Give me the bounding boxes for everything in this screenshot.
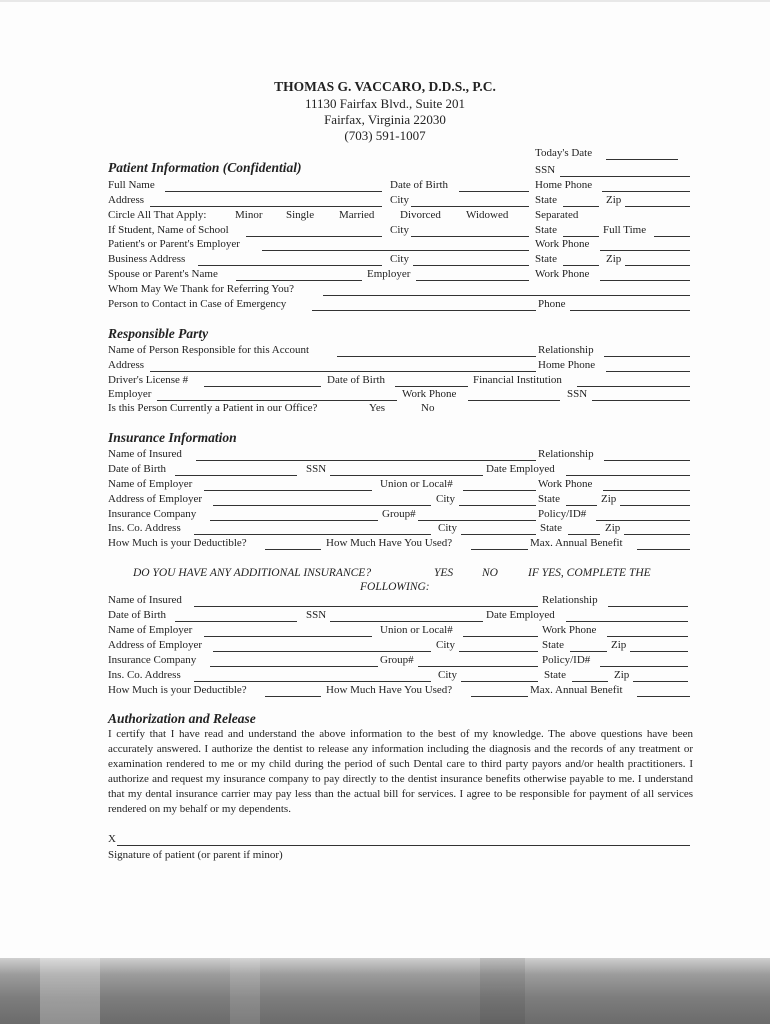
- ins-max-field[interactable]: [637, 536, 690, 550]
- add-company-field[interactable]: [210, 653, 378, 667]
- responsible-work-phone-label: Work Phone: [402, 388, 457, 400]
- add-max-field[interactable]: [637, 683, 690, 697]
- add-date-employed-field[interactable]: [566, 608, 688, 622]
- ins-co-city-field[interactable]: [461, 521, 536, 535]
- responsible-address-field[interactable]: [150, 358, 536, 372]
- add-name-field[interactable]: [194, 593, 538, 607]
- address-label: Address: [108, 194, 145, 206]
- status-single[interactable]: Single: [286, 209, 315, 221]
- full-time-field[interactable]: [654, 223, 690, 237]
- spouse-employer-field[interactable]: [416, 267, 529, 281]
- ins-city-field[interactable]: [459, 492, 536, 506]
- authorization-text: I certify that I have read and understand the above information to the best of my knowledge. The above questions have been accurately answered. I authorize the dentist to release any information including the diagnosis and the records of any treatment or examination rendered to me or my child during the period of such Dental care to third party payors and/or health practitioners. I authorize and request my insurance company to pay directly to the dentist insurance benefits otherwise payable to me. I understand that my dental insurance carrier may pay less than the actual bill for services. I agree to be responsible for payment of all services rendered on my behalf or my dependents.: [108, 728, 693, 815]
- current-yes-option[interactable]: Yes: [369, 402, 386, 414]
- ins-deductible-label: How Much is your Deductible?: [108, 537, 247, 549]
- add-co-city-label: City: [438, 669, 457, 681]
- add-name-label: Name of Insured: [108, 594, 182, 606]
- ins-co-zip-field[interactable]: [624, 521, 690, 535]
- insurance-section-title: Insurance Information: [108, 430, 237, 445]
- add-deductible-label: How Much is your Deductible?: [108, 684, 247, 696]
- full-time-label: Full Time: [603, 224, 647, 236]
- ins-work-phone-field[interactable]: [603, 477, 690, 491]
- patient-ssn-field[interactable]: [560, 163, 690, 177]
- scan-edge: [0, 0, 770, 2]
- add-zip-field[interactable]: [630, 638, 688, 652]
- add-max-label: Max. Annual Benefit: [530, 684, 623, 696]
- ins-zip-field[interactable]: [620, 492, 690, 506]
- add-used-label: How Much Have You Used?: [326, 684, 453, 696]
- responsible-relationship-label: Relationship: [538, 344, 594, 356]
- ins-group-label: Group#: [382, 508, 416, 520]
- license-label: Driver's License #: [108, 374, 189, 386]
- state-field[interactable]: [563, 193, 599, 207]
- responsible-ssn-field[interactable]: [592, 387, 690, 401]
- license-field[interactable]: [204, 373, 321, 387]
- business-state-label: State: [535, 253, 557, 265]
- add-relationship-label: Relationship: [542, 594, 598, 606]
- responsible-home-phone-field[interactable]: [606, 358, 690, 372]
- responsible-dob-field[interactable]: [395, 373, 468, 387]
- status-separated[interactable]: Separated: [535, 209, 579, 221]
- ins-date-employed-label: Date Employed: [486, 463, 555, 475]
- responsible-employer-label: Employer: [108, 388, 152, 400]
- student-state-field[interactable]: [563, 223, 599, 237]
- ins-co-zip-label: Zip: [605, 522, 621, 534]
- status-minor[interactable]: Minor: [235, 209, 263, 221]
- circle-label: Circle All That Apply:: [108, 209, 207, 221]
- add-co-address-label: Ins. Co. Address: [108, 669, 181, 681]
- current-patient-label: Is this Person Currently a Patient in our Office?: [108, 402, 318, 414]
- practice-phone: (703) 591-1007: [344, 128, 426, 143]
- zip-field[interactable]: [625, 193, 690, 207]
- student-field[interactable]: [246, 223, 382, 237]
- ins-ssn-label: SSN: [306, 463, 327, 475]
- ins-company-field[interactable]: [210, 507, 378, 521]
- add-deductible-field[interactable]: [265, 683, 321, 697]
- emergency-phone-label: Phone: [538, 298, 566, 310]
- ins-state-label: State: [538, 493, 560, 505]
- business-zip-label: Zip: [606, 253, 622, 265]
- student-label: If Student, Name of School: [108, 224, 229, 236]
- practice-name: THOMAS G. VACCARO, D.D.S., P.C.: [274, 79, 496, 94]
- add-union-label: Union or Local#: [380, 624, 453, 636]
- ins-used-field[interactable]: [471, 536, 528, 550]
- ins-state-field[interactable]: [566, 492, 597, 506]
- student-city-field[interactable]: [411, 223, 529, 237]
- add-employer-address-label: Address of Employer: [108, 639, 203, 651]
- practice-street: 11130 Fairfax Blvd., Suite 201: [304, 96, 466, 111]
- address-field[interactable]: [150, 193, 382, 207]
- add-employer-field[interactable]: [204, 623, 372, 637]
- ins-dob-label: Date of Birth: [108, 463, 167, 475]
- add-city-label: City: [436, 639, 455, 651]
- status-divorced[interactable]: Divorced: [400, 209, 441, 221]
- responsible-work-phone-field[interactable]: [468, 387, 560, 401]
- dob-label: Date of Birth: [390, 179, 449, 191]
- add-union-field[interactable]: [463, 623, 538, 637]
- additional-yes[interactable]: YES: [434, 567, 454, 579]
- responsible-ssn-label: SSN: [567, 388, 588, 400]
- city-label: City: [390, 194, 409, 206]
- home-phone-field[interactable]: [602, 178, 690, 192]
- additional-if-yes: IF YES, COMPLETE THE: [528, 567, 651, 579]
- spouse-work-phone-label: Work Phone: [535, 268, 590, 280]
- ins-name-label: Name of Insured: [108, 448, 182, 460]
- add-policy-field[interactable]: [600, 653, 688, 667]
- add-co-zip-field[interactable]: [633, 668, 688, 682]
- add-employer-address-field[interactable]: [213, 638, 431, 652]
- business-state-field[interactable]: [563, 252, 599, 266]
- responsible-employer-field[interactable]: [157, 387, 397, 401]
- ins-union-field[interactable]: [463, 477, 536, 491]
- institution-field[interactable]: [577, 373, 690, 387]
- signature-x-mark: X: [108, 833, 116, 845]
- responsible-address-label: Address: [108, 359, 145, 371]
- add-dob-field[interactable]: [175, 608, 297, 622]
- spouse-label: Spouse or Parent's Name: [108, 268, 218, 280]
- referral-label: Whom May We Thank for Referring You?: [108, 283, 294, 295]
- ins-city-label: City: [436, 493, 455, 505]
- city-field[interactable]: [411, 193, 529, 207]
- add-ssn-label: SSN: [306, 609, 327, 621]
- full-name-field[interactable]: [165, 178, 382, 192]
- ins-zip-label: Zip: [601, 493, 617, 505]
- ins-name-field[interactable]: [196, 447, 536, 461]
- authorization-section-title: Authorization and Release: [108, 711, 256, 726]
- spouse-work-phone-field[interactable]: [600, 267, 690, 281]
- add-used-field[interactable]: [471, 683, 528, 697]
- add-co-state-field[interactable]: [572, 668, 608, 682]
- student-city-label: City: [390, 224, 409, 236]
- add-date-employed-label: Date Employed: [486, 609, 555, 621]
- business-city-label: City: [390, 253, 409, 265]
- add-relationship-field[interactable]: [608, 593, 688, 607]
- responsible-home-phone-label: Home Phone: [538, 359, 596, 371]
- ins-used-label: How Much Have You Used?: [326, 537, 453, 549]
- add-city-field[interactable]: [459, 638, 538, 652]
- add-co-address-field[interactable]: [194, 668, 431, 682]
- add-group-field[interactable]: [418, 653, 538, 667]
- employer-label: Patient's or Parent's Employer: [108, 238, 240, 250]
- ins-relationship-field[interactable]: [604, 447, 690, 461]
- add-employer-label: Name of Employer: [108, 624, 193, 636]
- add-zip-label: Zip: [611, 639, 627, 651]
- additional-following: FOLLOWING:: [360, 581, 430, 593]
- add-state-label: State: [542, 639, 564, 651]
- ins-deductible-field[interactable]: [265, 536, 321, 550]
- emergency-field[interactable]: [312, 297, 536, 311]
- patient-ssn-label: SSN: [535, 164, 556, 176]
- state-label: State: [535, 194, 557, 206]
- responsible-dob-label: Date of Birth: [327, 374, 386, 386]
- ins-dob-field[interactable]: [175, 462, 297, 476]
- add-co-zip-label: Zip: [614, 669, 630, 681]
- responsible-section-title: Responsible Party: [108, 326, 209, 341]
- ins-co-address-label: Ins. Co. Address: [108, 522, 181, 534]
- add-company-label: Insurance Company: [108, 654, 197, 666]
- emergency-phone-field[interactable]: [570, 297, 690, 311]
- business-address-field[interactable]: [198, 252, 382, 266]
- ins-max-label: Max. Annual Benefit: [530, 537, 623, 549]
- add-dob-label: Date of Birth: [108, 609, 167, 621]
- todays-date-field[interactable]: [606, 146, 678, 160]
- responsible-name-label: Name of Person Responsible for this Account: [108, 344, 310, 356]
- add-ssn-field[interactable]: [330, 608, 483, 622]
- add-state-field[interactable]: [570, 638, 607, 652]
- emergency-label: Person to Contact in Case of Emergency: [108, 298, 287, 310]
- institution-label: Financial Institution: [473, 374, 562, 386]
- ins-employer-address-label: Address of Employer: [108, 493, 203, 505]
- add-work-phone-field[interactable]: [607, 623, 688, 637]
- spouse-field[interactable]: [236, 267, 362, 281]
- work-phone-field[interactable]: [600, 237, 690, 251]
- ins-ssn-field[interactable]: [330, 462, 483, 476]
- add-policy-label: Policy/ID#: [542, 654, 591, 666]
- signature-label: Signature of patient (or parent if minor): [108, 849, 283, 861]
- ins-company-label: Insurance Company: [108, 508, 197, 520]
- home-phone-label: Home Phone: [535, 179, 593, 191]
- ins-co-state-label: State: [540, 522, 562, 534]
- scan-shadow-band: [0, 958, 770, 1024]
- ins-policy-label: Policy/ID#: [538, 508, 587, 520]
- referral-field[interactable]: [323, 282, 690, 296]
- add-co-city-field[interactable]: [461, 668, 538, 682]
- todays-date-label: Today's Date: [535, 147, 593, 159]
- business-city-field[interactable]: [413, 252, 529, 266]
- ins-co-city-label: City: [438, 522, 457, 534]
- ins-employer-address-field[interactable]: [213, 492, 431, 506]
- current-no-option[interactable]: No: [421, 402, 435, 414]
- ins-work-phone-label: Work Phone: [538, 478, 593, 490]
- ins-date-employed-field[interactable]: [566, 462, 690, 476]
- responsible-relationship-field[interactable]: [604, 343, 690, 357]
- practice-city: Fairfax, Virginia 22030: [324, 112, 446, 127]
- student-state-label: State: [535, 224, 557, 236]
- additional-no[interactable]: NO: [482, 567, 498, 579]
- spouse-employer-label: Employer: [367, 268, 411, 280]
- add-work-phone-label: Work Phone: [542, 624, 597, 636]
- employer-field[interactable]: [262, 237, 529, 251]
- dob-field[interactable]: [459, 178, 529, 192]
- ins-employer-field[interactable]: [204, 477, 372, 491]
- ins-employer-label: Name of Employer: [108, 478, 193, 490]
- ins-union-label: Union or Local#: [380, 478, 453, 490]
- additional-question: DO YOU HAVE ANY ADDITIONAL INSURANCE?: [133, 567, 372, 579]
- status-widowed[interactable]: Widowed: [466, 209, 509, 221]
- status-married[interactable]: Married: [339, 209, 375, 221]
- ins-group-field[interactable]: [418, 507, 536, 521]
- business-address-label: Business Address: [108, 253, 186, 265]
- ins-co-state-field[interactable]: [568, 521, 600, 535]
- patient-section-title: Patient Information (Confidential): [108, 160, 302, 175]
- ins-policy-field[interactable]: [596, 507, 690, 521]
- responsible-name-field[interactable]: [337, 343, 536, 357]
- signature-field[interactable]: [117, 832, 690, 846]
- ins-relationship-label: Relationship: [538, 448, 594, 460]
- add-group-label: Group#: [380, 654, 414, 666]
- zip-label: Zip: [606, 194, 622, 206]
- ins-co-address-field[interactable]: [194, 521, 431, 535]
- business-zip-field[interactable]: [625, 252, 690, 266]
- full-name-label: Full Name: [108, 179, 155, 191]
- work-phone-label: Work Phone: [535, 238, 590, 250]
- add-co-state-label: State: [544, 669, 566, 681]
